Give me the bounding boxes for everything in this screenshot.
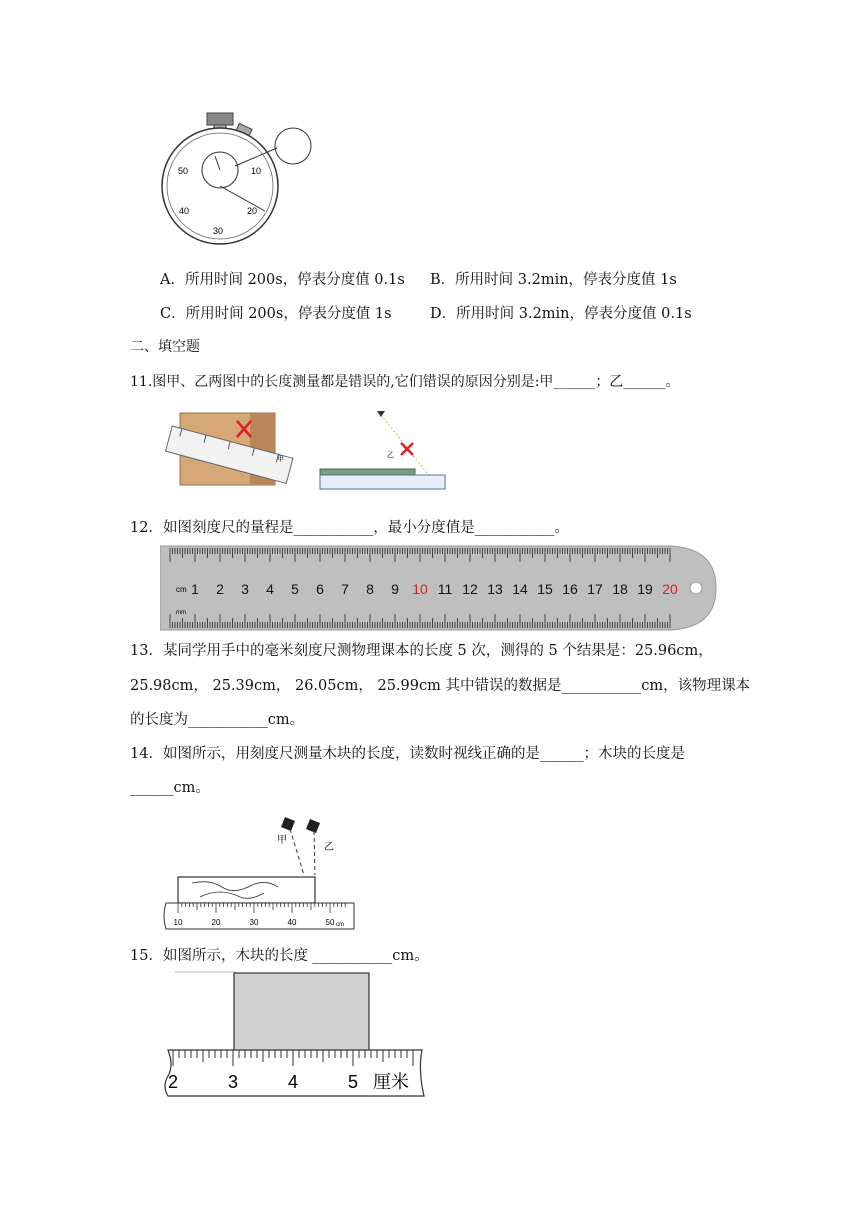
option-a: A．所用时间 200s，停表分度值 0.1s xyxy=(160,272,405,288)
q11-text: 11.图甲、乙两图中的长度测量都是错误的,它们错误的原因分别是:甲______；乙______。 xyxy=(130,374,680,390)
ruler-number: 12 xyxy=(462,581,478,597)
ruler-number: 3 xyxy=(241,581,249,597)
ruler-number: 6 xyxy=(316,581,324,597)
dial-number: 10 xyxy=(251,166,262,176)
ruler-unit: cm xyxy=(336,922,344,928)
dial-number: 30 xyxy=(213,226,224,236)
ruler-number: 13 xyxy=(487,581,503,597)
ruler-number: 40 xyxy=(287,918,297,927)
q13-line3: 的长度为___________cm。 xyxy=(130,712,305,728)
ruler-number: 30 xyxy=(249,918,259,927)
q14-line2: ______cm。 xyxy=(130,780,210,796)
q14-label-yi: 乙 xyxy=(324,842,334,853)
ruler-number: 10 xyxy=(173,918,183,927)
ruler-number: 15 xyxy=(537,581,553,597)
ruler-number: 5 xyxy=(291,581,299,597)
ruler-number: 7 xyxy=(341,581,349,597)
ruler-number: 9 xyxy=(391,581,399,597)
q11-label-yi: 乙 xyxy=(387,452,394,459)
q13-line2: 25.98cm， 25.39cm， 26.05cm， 25.99cm 其中错误的数据是___________cm，该物理课本 xyxy=(130,678,751,694)
ruler-unit-cm: cm xyxy=(176,585,187,594)
ruler-number: 50 xyxy=(325,918,335,927)
stopwatch-figure xyxy=(155,108,325,258)
q12-text: 12．如图刻度尺的量程是___________，最小分度值是___________。 xyxy=(130,520,569,536)
q14-figure xyxy=(160,805,360,933)
ruler-number: 2 xyxy=(216,581,224,597)
q15-text: 15．如图所示，木块的长度 ___________cm。 xyxy=(130,948,429,964)
ruler-number: 8 xyxy=(366,581,374,597)
ruler-number: 11 xyxy=(437,581,453,597)
q11-figure xyxy=(165,405,455,495)
option-d: D．所用时间 3.2min，停表分度值 0.1s xyxy=(430,306,692,322)
q14-label-jia: 甲 xyxy=(277,835,287,846)
option-b: B．所用时间 3.2min，停表分度值 1s xyxy=(430,272,677,288)
ruler-unit-mm: mm xyxy=(176,610,186,616)
option-c: C．所用时间 200s，停表分度值 1s xyxy=(160,306,392,322)
dial-number: 20 xyxy=(247,206,258,216)
ruler-number: 10 xyxy=(412,581,428,597)
q14-line1: 14．如图所示，用刻度尺测量木块的长度，读数时视线正确的是______；木块的长度是 xyxy=(130,746,685,762)
ruler-number: 16 xyxy=(562,581,578,597)
dial-number: 50 xyxy=(178,166,189,176)
q15-figure xyxy=(160,970,430,1102)
q11-label-jia: 甲 xyxy=(277,456,284,463)
ruler-number: 4 xyxy=(266,581,274,597)
ruler-number: 5 xyxy=(347,1072,359,1092)
ruler-number: 3 xyxy=(227,1072,239,1092)
ruler-number: 4 xyxy=(287,1072,299,1092)
section-title: 二、填空题 xyxy=(130,339,200,355)
ruler-number: 19 xyxy=(637,581,653,597)
ruler-number: 20 xyxy=(662,581,678,597)
q12-ruler xyxy=(160,544,720,632)
ruler-number: 20 xyxy=(211,918,221,927)
ruler-number: 18 xyxy=(612,581,628,597)
ruler-unit: 厘米 xyxy=(373,1072,409,1092)
ruler-number: 17 xyxy=(587,581,603,597)
ruler-number: 14 xyxy=(512,581,528,597)
dial-number: 40 xyxy=(179,206,190,216)
ruler-number: 2 xyxy=(167,1072,179,1092)
q13-line1: 13．某同学用手中的毫米刻度尺测物理课本的长度 5 次，测得的 5 个结果是：25.96cm， xyxy=(130,643,713,659)
ruler-number: 1 xyxy=(191,581,199,597)
